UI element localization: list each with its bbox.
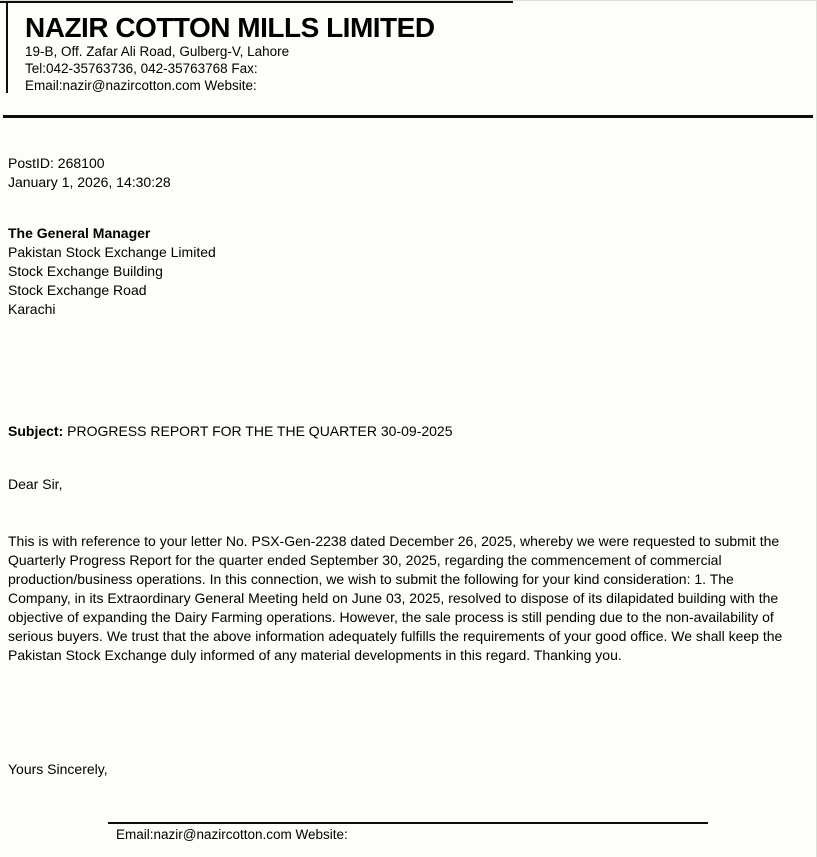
closing: Yours Sincerely, [8,761,108,777]
footer [108,822,708,844]
company-phone-fax: Tel:042-35763736, 042-35763768 Fax: [25,61,258,76]
footer-email-website: Email:nazir@nazircotton.com Website: [116,827,348,842]
header-divider-rule [3,115,813,118]
salutation: Dear Sir, [8,476,63,492]
recipient-line: Pakistan Stock Exchange Limited [8,244,216,260]
letterhead [0,1,816,94]
letter-body: This is with reference to your letter No. PSX-Gen-2238 dated December 26, 2025, whereby we were requested to submit the Quarterly Progress Report for the quarter ended September 30, 2025, regarding the commencement of commercial production/business operations. In this connection, we wish to submit the following for your kind consideration: 1. The Company, in its Extraordinary General Meeting held on June 03, 2025, resolved to dispose of its dilapidated building with the objective of expanding the Dairy Farming operations. However, the sale process is still pending due to the non-availability of serious buyers. We trust that the above information adequately fulfills the requirements of your good office. We shall keep the Pakistan Stock Exchange duly informed of any material developments in this regard. Thanking you. [8,533,783,663]
recipient-line: Karachi [8,301,56,317]
recipient-address [8,224,816,319]
header-top-border [0,1,513,3]
post-meta [8,154,816,192]
header-left-border [6,2,8,93]
company-email-website: Email:nazir@nazircotton.com Website: [25,78,257,93]
post-datetime: January 1, 2026, 14:30:28 [8,174,171,190]
company-address: 19-B, Off. Zafar Ali Road, Gulberg-V, Lahore [25,44,290,59]
recipient-line: Stock Exchange Building [8,263,163,279]
subject-label: Subject: [8,423,64,439]
subject-line [8,422,816,441]
company-name: NAZIR COTTON MILLS LIMITED [25,12,435,43]
subject-text: PROGRESS REPORT FOR THE THE QUARTER 30-09-2025 [67,423,453,439]
recipient-line: Stock Exchange Road [8,282,147,298]
recipient-title: The General Manager [8,225,151,241]
post-id: PostID: 268100 [8,155,105,171]
